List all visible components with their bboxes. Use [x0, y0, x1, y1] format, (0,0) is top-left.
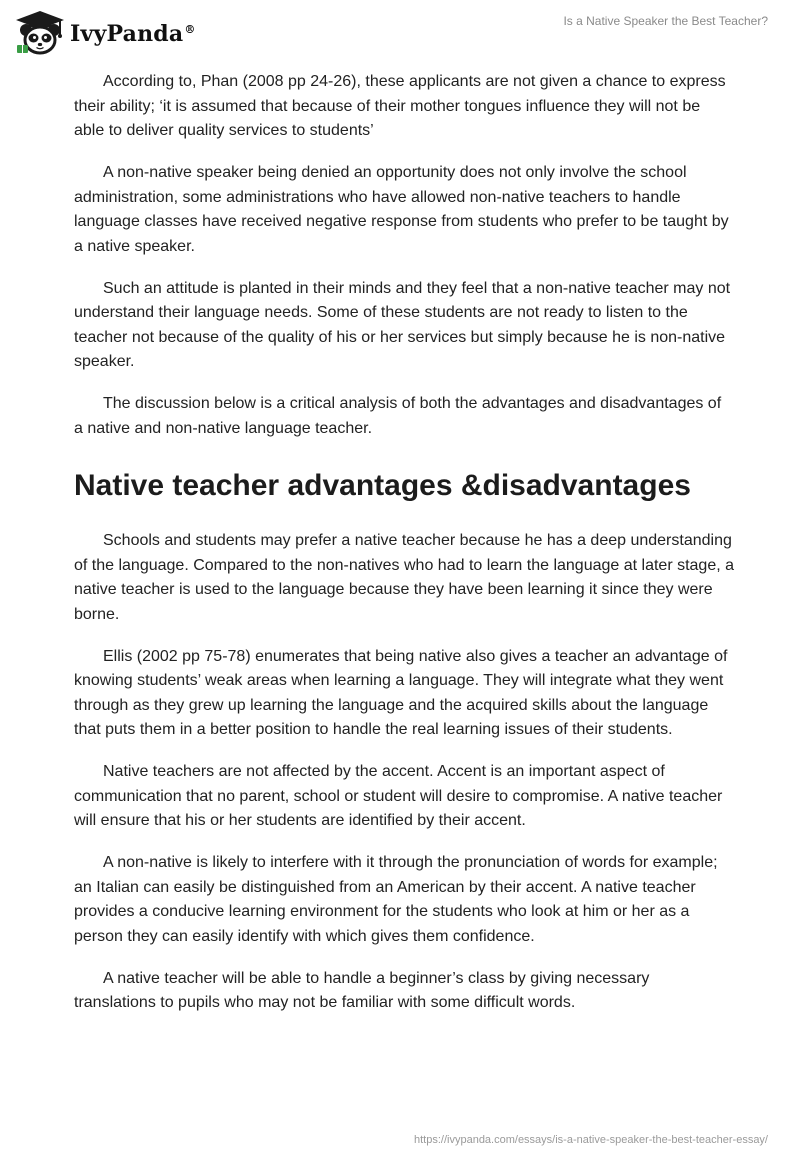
paragraph: Such an attitude is planted in their minds and they feel that a non-native teacher may not understand their language needs. Some of these students are not ready to listen to the teacher not because of the quality of his or her services but simply because he is non-native speaker.: [74, 279, 731, 370]
paragraph: Schools and students may prefer a native teacher because he has a deep understanding of the language. Compared to the non-natives who had to learn the language at later stage, a native teacher is used to the language because they have been learning it since they were borne.: [74, 532, 735, 623]
panda-graduate-icon: [14, 9, 66, 55]
brand-logo[interactable]: [14, 7, 196, 57]
registered-mark: ®: [184, 22, 196, 36]
paragraph: A non-native is likely to interfere with it through the pronunciation of words for example; an Italian can easily be distinguished from an American by their accent. A native teacher provides a conducive learning environment for the students who look at him or her as a person they can easily identify with which gives them confidence.: [74, 854, 718, 945]
section-heading: Native teacher advantages &disadvantages: [74, 469, 691, 502]
document-title: Is a Native Speaker the Best Teacher?: [563, 14, 768, 28]
paragraph: A non-native speaker being denied an opportunity does not only involve the school administration, some administrations who have allowed non-native teachers to handle language classes have received negative response from students who prefer to be taught by a native speaker.: [74, 164, 729, 255]
paragraph: A native teacher will be able to handle a beginner’s class by giving necessary translations to pupils who may not be familiar with some difficult words.: [74, 969, 650, 1011]
page-header: [0, 0, 800, 66]
source-url[interactable]: https://ivypanda.com/essays/is-a-native-speaker-the-best-teacher-essay/: [414, 1134, 768, 1146]
paragraph: Native teachers are not affected by the accent. Accent is an important aspect of communication that no parent, school or student will desire to compromise. A native teacher will ensure that his or her students are identified by their accent.: [74, 763, 723, 829]
paragraph: Ellis (2002 pp 75-78) enumerates that being native also gives a teacher an advantage of knowing students’ weak areas when learning a language. They will integrate what they went through as they grew up learning the language and the acquired skills about the language that puts them in a better position to handle the real learning issues of their students.: [74, 647, 728, 738]
essay-body: [74, 70, 734, 1033]
brand-name: IvyPanda®: [70, 21, 196, 47]
paragraph: According to, Phan (2008 pp 24-26), these applicants are not given a chance to express their ability; ‘it is assumed that because of their mother tongues influence they will not be able to deliver quality services to students’: [74, 73, 726, 139]
paragraph: The discussion below is a critical analysis of both the advantages and disadvantages of a native and non-native language teacher.: [74, 395, 722, 437]
